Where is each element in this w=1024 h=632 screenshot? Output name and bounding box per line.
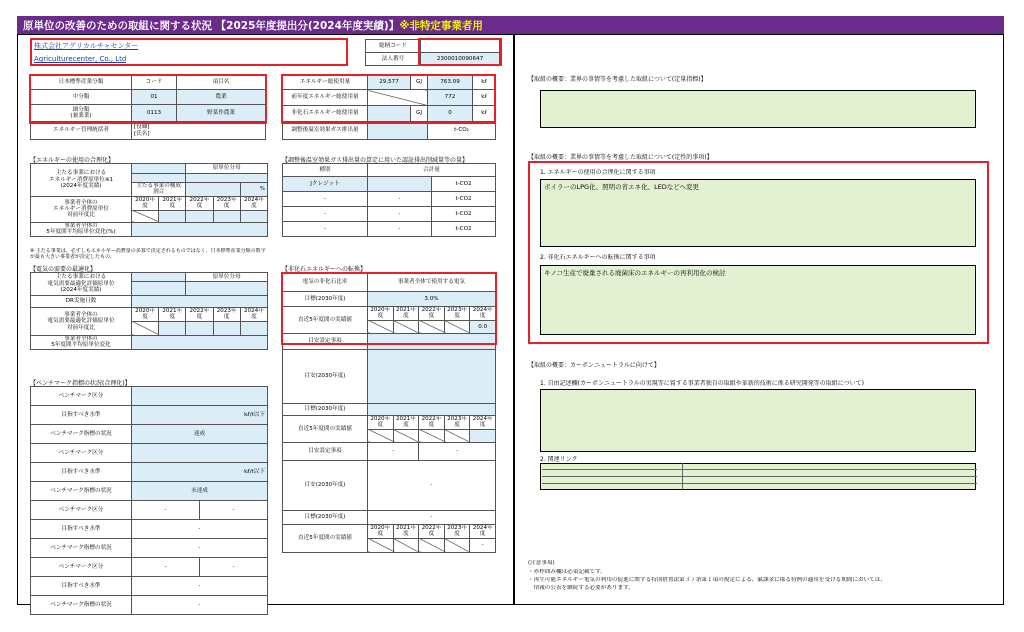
notes-line2: ・再生可能エネルギー電気の利用の促進に関する特別措置法第３７条第１項の規定による、賦課金に係る特例の適用を受ける期間においては、 bbox=[528, 577, 887, 583]
section-nonfossil: 【非化石エネルギーへの転換】 bbox=[282, 266, 367, 273]
industry-col1: 日本標準産業分類 bbox=[31, 76, 132, 90]
electric-table bbox=[30, 272, 268, 350]
bench-target-unit: kℓ/t以下 bbox=[132, 406, 268, 425]
dash: - bbox=[200, 501, 268, 520]
credit-row-type: - bbox=[283, 222, 368, 237]
bench-status: ベンチマーク指標の状況 bbox=[31, 482, 132, 501]
year-2022: 2022年度 bbox=[186, 308, 213, 322]
year-2024: 2024年度 bbox=[470, 524, 496, 538]
nonfossil-total-label: 非化石エネルギー総使用量 bbox=[283, 106, 368, 122]
bench-target: 目指すべき水準 bbox=[31, 463, 132, 482]
dash: - bbox=[368, 442, 419, 460]
section-electricity: 【電気の需要の最適化】 bbox=[30, 266, 97, 273]
nonfossil-target-value: 3.0% bbox=[368, 292, 496, 307]
year-2021: 2021年度 bbox=[393, 307, 419, 321]
target2-label: 目安(2030年度) bbox=[283, 460, 368, 510]
year-2023: 2023年度 bbox=[444, 524, 470, 538]
target3-label: 目標(2030年度) bbox=[283, 403, 368, 415]
section-benchmark: 【ベンチマーク指標の状況(合理化)】 bbox=[30, 380, 131, 387]
electric-main-label: 主たる事業における 電気需要最適化評価原単位 (2024年度実績) bbox=[31, 273, 132, 296]
nonfossil-recent-label: 直近5年度間の実績値 bbox=[283, 415, 368, 442]
year-2024: 2024年度 bbox=[240, 196, 267, 210]
rational-table bbox=[30, 163, 268, 237]
dash: - bbox=[200, 558, 268, 577]
qual-item1-title: 1. エネルギーの使用の合理化に関する事項 bbox=[540, 169, 656, 176]
bench-target-unit: kℓ/t以下 bbox=[132, 463, 268, 482]
year-2023: 2023年度 bbox=[444, 307, 470, 321]
year-2020: 2020年度 bbox=[368, 415, 394, 429]
bench-cat: ベンチマーク区分 bbox=[31, 501, 132, 520]
quant-textbox[interactable] bbox=[540, 90, 976, 128]
self-setting-label: 目安設定事項 bbox=[283, 442, 368, 460]
id-label: 総柄コード bbox=[366, 40, 421, 53]
dash: - bbox=[368, 460, 496, 510]
energy-total-gj: 29,577 bbox=[368, 76, 411, 90]
energy-total-kl: 763.09 bbox=[428, 76, 473, 90]
bench-target: 目指すべき水準 bbox=[31, 520, 132, 539]
target3-label: 目標(2030年度) bbox=[283, 510, 368, 524]
link-col-line bbox=[682, 463, 683, 490]
year-2021: 2021年度 bbox=[393, 524, 419, 538]
bench-target-unit: - bbox=[132, 520, 268, 539]
nonfossil-recent-label: 直近5年度間の実績値 bbox=[283, 524, 368, 552]
energy-prev-kl: 772 bbox=[428, 90, 473, 106]
bench-cat: ベンチマーク区分 bbox=[31, 387, 132, 406]
bench-target: 目指すべき水準 bbox=[31, 577, 132, 596]
dash: - bbox=[470, 538, 496, 552]
nonfossil-highlight bbox=[281, 272, 497, 345]
industry-col2: コード bbox=[132, 76, 177, 90]
section-energy-rationalization: 【エネルギーの使用の合理化】 bbox=[30, 157, 115, 164]
year-2021: 2021年度 bbox=[393, 415, 419, 429]
qual-item2-text[interactable]: キノコ生産で廃棄される廃菌床のエネルギーの再利用化の検討 bbox=[540, 265, 976, 335]
qual-item2-title: 2. 非化石エネルギーへの転換に関する事項 bbox=[540, 254, 656, 261]
electric-all-label: 事業者全体の 電気需要最適化評価原単位 対前年度比 bbox=[31, 308, 132, 336]
benchmark-table bbox=[30, 386, 268, 615]
page-title: 原単位の改善のための取組に関する状況 【2025年度提出分(2024年度実績)】 bbox=[23, 20, 400, 32]
mid-class-label: 中分類 bbox=[31, 90, 132, 105]
company-box bbox=[30, 38, 348, 66]
nonfossil-col1: 電気の非化石比率 bbox=[283, 274, 368, 292]
electric-unit-label: 原単位分母 bbox=[186, 273, 268, 282]
small-class-label: 細分類 (兼業業) bbox=[31, 105, 132, 122]
kl-unit: kℓ bbox=[473, 106, 496, 122]
carbon-item2-title: 2. 関連リンク bbox=[540, 456, 578, 463]
credit-row-val: - bbox=[368, 222, 432, 237]
bench-cat: ベンチマーク区分 bbox=[31, 558, 132, 577]
year-2022: 2022年度 bbox=[419, 307, 445, 321]
target2-label: 目安(2030年度) bbox=[283, 349, 368, 403]
link-row-line bbox=[542, 476, 977, 477]
carbon-item1-textbox[interactable] bbox=[540, 389, 976, 452]
credit-row-val: - bbox=[368, 207, 432, 222]
company-name-en: Agriculturecenter, Co., Ltd bbox=[34, 55, 127, 63]
credits-table bbox=[282, 163, 496, 237]
notes-title: (注意事項) bbox=[528, 560, 555, 566]
section-ghg: 【調整後温室効果ガス排出量の算定に用いた認証排出削減量等の量】 bbox=[282, 157, 469, 164]
bench-status-value: 達成 bbox=[132, 425, 268, 444]
dash: - bbox=[132, 501, 200, 520]
credit-row-type: - bbox=[283, 192, 368, 207]
year-2020: 2020年度 bbox=[368, 524, 394, 538]
credit-row-unit: t-CO2 bbox=[432, 222, 496, 237]
year-2022: 2022年度 bbox=[186, 196, 213, 210]
bench-target: 目指すべき水準 bbox=[31, 406, 132, 425]
year-2021: 2021年度 bbox=[159, 308, 186, 322]
year-2021: 2021年度 bbox=[159, 196, 186, 210]
page-title-note: ※非特定事業者用 bbox=[399, 20, 483, 32]
notes-line1: ・赤枠囲み欄は必須記載です。 bbox=[528, 569, 606, 575]
credit-row-val: - bbox=[368, 192, 432, 207]
rational-share-label: 主たる事業の構成割合 bbox=[132, 183, 186, 197]
ghg-unit: t-CO₂ bbox=[428, 122, 496, 140]
bench-status: ベンチマーク指標の状況 bbox=[31, 596, 132, 615]
year-2024: 2024年度 bbox=[240, 308, 267, 322]
dr-label: DR実施日数 bbox=[31, 296, 132, 308]
carbon-item1-title: 1. 自由記述欄(カーボンニュートラルの実現等に資する事業者独自の取組や革新的技術に係る研究開発等の取組について) bbox=[540, 380, 865, 387]
year-2020: 2020年度 bbox=[132, 196, 159, 210]
dash: - bbox=[368, 510, 496, 524]
industry-col3: 項目名 bbox=[177, 76, 266, 90]
nonfossil-target-label: 目標(2030年度) bbox=[283, 292, 368, 307]
bench-target-unit: - bbox=[132, 577, 268, 596]
dash: - bbox=[132, 558, 200, 577]
ghg-label: 調整後温室効果ガス排出量 bbox=[283, 122, 368, 140]
notes-line3: 情報の公表を継続する必要があります。 bbox=[528, 585, 634, 591]
bench-status-value: - bbox=[132, 539, 268, 558]
corp-number-highlight bbox=[418, 38, 502, 66]
rational-footnote: ※ 主たる事業は、必ずしもエネルギー消費量の多寡で決定されるものではなく、日本標準産業分類の数字が最も大きい事業者が決定したもの。 bbox=[30, 248, 266, 261]
year-2020: 2020年度 bbox=[132, 308, 159, 322]
nonfossil-col2: 事業者全体で使用する電気 bbox=[368, 274, 496, 292]
nonfossil-2024-value: 0.0 bbox=[470, 320, 496, 333]
credit-row-unit: t-CO2 bbox=[432, 192, 496, 207]
rational-main-label: 主たる事業における エネルギー消費原単位※1 (2024年度実績) bbox=[31, 164, 132, 197]
kl-unit: kℓ bbox=[473, 90, 496, 106]
mid-class-code: 01 bbox=[132, 90, 177, 105]
credit-row-unit: t-CO2 bbox=[432, 177, 496, 192]
year-2023: 2023年度 bbox=[213, 308, 240, 322]
nonfossil-recent-label: 直近5年度間の実績値 bbox=[283, 307, 368, 334]
nonfossil-kl: 0 bbox=[428, 106, 473, 122]
mid-class-name: 農業 bbox=[177, 90, 266, 105]
section-overview-qual: 【取組の概要：業界の事情等を考慮した取組について(定性的事項)】 bbox=[528, 154, 713, 161]
industry-highlight bbox=[29, 74, 267, 124]
self-setting-label: 目安設定事項 bbox=[283, 333, 368, 349]
section-overview-carbon: 【取組の概要：カーボンニュートラルに向けて】 bbox=[528, 362, 660, 369]
page-title-bar bbox=[17, 16, 1004, 34]
manager-value: [役職] [氏名] bbox=[132, 122, 266, 140]
corp-number: 2300010090647 bbox=[421, 53, 500, 66]
section-overview-quant: 【取組の概要：業界の事情等を考慮した取組について(定量指標)】 bbox=[528, 76, 707, 83]
rational-unit-label: 原単位分母 bbox=[186, 164, 268, 174]
kl-unit: kℓ bbox=[473, 76, 496, 90]
small-class-name: 野菜作農業 bbox=[177, 105, 266, 122]
link-row-line bbox=[542, 483, 977, 484]
credit-row-type: - bbox=[283, 207, 368, 222]
energy-total-label: エネルギー総使用量 bbox=[283, 76, 368, 90]
bench-status-value: 未達成 bbox=[132, 482, 268, 501]
qual-item1-text[interactable]: ボイラーのLPG化、照明の省エネ化、LEDなどへ変更 bbox=[540, 179, 976, 247]
bench-status: ベンチマーク指標の状況 bbox=[31, 425, 132, 444]
year-2023: 2023年度 bbox=[213, 196, 240, 210]
gj-unit: GJ bbox=[411, 106, 428, 122]
bench-status-value: - bbox=[132, 596, 268, 615]
company-name-jp: 株式会社アグリカルチャセンター bbox=[34, 42, 139, 50]
rational-all-label: 事業者全体の エネルギー消費原単位 対前年度比 bbox=[31, 196, 132, 222]
bench-cat: ベンチマーク区分 bbox=[31, 444, 132, 463]
year-2022: 2022年度 bbox=[419, 524, 445, 538]
year-2024: 2024年度 bbox=[470, 307, 496, 321]
dash: - bbox=[419, 442, 496, 460]
year-2023: 2023年度 bbox=[444, 415, 470, 429]
credits-col2: 合計量 bbox=[368, 164, 496, 177]
year-2022: 2022年度 bbox=[419, 415, 445, 429]
credit-row-val bbox=[368, 177, 432, 192]
energy-prev-label: 前年度エネルギー総使用量 bbox=[283, 90, 368, 106]
electric-avg-label: 事業者全体の 5年度間平均原単位変化 bbox=[31, 335, 132, 349]
energy-highlight bbox=[281, 74, 496, 124]
link-row-line bbox=[542, 469, 977, 470]
rational-avg-label: 事業者全体の 5年度間平均原単位変化(%) bbox=[31, 222, 132, 236]
small-class-code: 0113 bbox=[132, 105, 177, 122]
credit-row-unit: t-CO2 bbox=[432, 207, 496, 222]
gj-unit: GJ bbox=[411, 76, 428, 90]
credits-col1: 種別 bbox=[283, 164, 368, 177]
manager-label: エネルギー管理統括者 bbox=[31, 122, 132, 140]
credit-row-type: Jクレジット bbox=[283, 177, 368, 192]
bench-status: ベンチマーク指標の状況 bbox=[31, 539, 132, 558]
ghg-value bbox=[368, 122, 428, 140]
year-2020: 2020年度 bbox=[368, 307, 394, 321]
pct-unit: % bbox=[240, 183, 267, 197]
year-2024: 2024年度 bbox=[470, 415, 496, 429]
corp-label: 法人番号 bbox=[366, 53, 421, 66]
